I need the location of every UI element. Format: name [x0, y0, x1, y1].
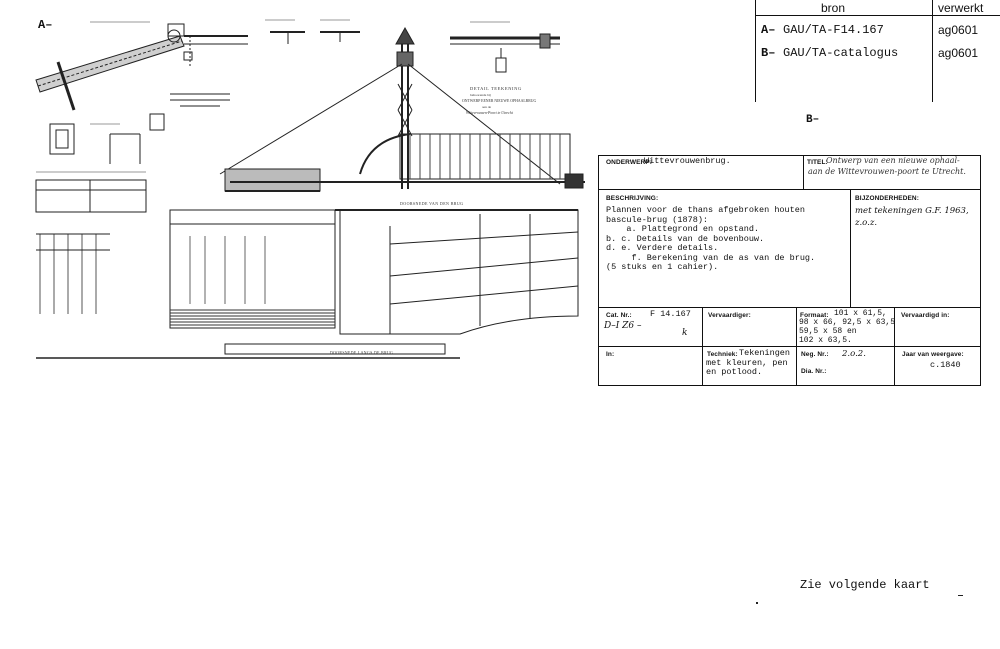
catnr-value: F 14.167	[650, 309, 691, 319]
titel-value-line-1: Ontwerp van een nieuwe ophaal-	[826, 156, 960, 165]
jaar-label: Jaar van weergave:	[902, 351, 964, 358]
source-header-verwerkt: verwerkt	[938, 1, 984, 15]
vervaardigd-label: Vervaardigd in:	[901, 312, 950, 319]
beschrijving-line-3: a. Plattegrond en opstand.	[606, 224, 760, 234]
source-row-b-letter: B–	[761, 46, 776, 60]
speck-mark	[756, 602, 758, 604]
catnr-label: Cat. Nr.:	[606, 312, 632, 319]
footer-note: Zie volgende kaart	[800, 578, 930, 592]
dash-mark	[958, 595, 963, 596]
source-header-bron: bron	[821, 1, 846, 15]
bijzonderheden-label: BIJZONDERHEDEN:	[855, 195, 919, 202]
source-row-a-letter: A–	[761, 23, 776, 37]
formaat-line-4: 102 x 63,5.	[799, 336, 852, 345]
source-row-a-bron: GAU/TA-F14.167	[783, 23, 884, 37]
catalog-card	[598, 155, 981, 385]
beschrijving-line-7: (5 stuks en 1 cahier).	[606, 262, 719, 272]
formaat-line-1: 101 x 61,5,	[834, 309, 887, 318]
section-title-2: DOORSNEDE LANGS DE BRUG	[330, 351, 394, 355]
beschrijving-line-5: d. e. Verdere details.	[606, 243, 719, 253]
techniek-line-2: met kleuren, pen	[706, 357, 788, 368]
beschrijving-line-1: Plannen voor de thans afgebroken houten	[606, 205, 805, 215]
card-label-b: B–	[806, 114, 820, 126]
bijzonderheden-line-1: met tekeningen G.F. 1963,	[855, 206, 969, 216]
beschrijving-line-6: f. Berekening van de as van de brug.	[606, 252, 816, 263]
beschrijving-line-4: b. c. Details van de bovenbouw.	[606, 233, 765, 244]
drawing-label-a: A–	[38, 18, 53, 32]
negnr-value: 2.o.2.	[842, 349, 866, 359]
formaat-label: Formaat:	[800, 312, 829, 319]
detail-title-2: behoorende bij	[470, 93, 491, 97]
detail-title-1: DETAIL TEEKENING	[470, 86, 522, 91]
bridge-technical-drawing	[30, 14, 585, 364]
techniek-line-1: Tekeningen	[739, 348, 791, 358]
onderwerp-value: Wittevrouwenbrug.	[644, 156, 731, 166]
source-row-b-bron: GAU/TA-catalogus	[783, 46, 899, 60]
formaat-line-2: 98 x 66, 92,5 x 63,5	[799, 318, 896, 327]
beschrijving-line-2: bascule-brug (1878):	[606, 214, 709, 225]
source-row-a-verwerkt: ag0601	[938, 23, 979, 37]
beschrijving-label: BESCHRIJVING:	[606, 195, 659, 202]
source-row-b-verwerkt: ag0601	[938, 46, 979, 60]
dianr-label: Dia. Nr.:	[801, 368, 827, 375]
detail-title-3: ONTWERP EENER NIEUWE OPHAALBRUG	[462, 99, 537, 103]
techniek-line-3: en potlood.	[706, 367, 763, 377]
techniek-label: Techniek:	[707, 351, 738, 358]
source-table	[755, 0, 1000, 102]
detail-title-5: Wittevrouwen-Poort te Utrecht	[466, 111, 513, 115]
detail-title-4: aan de	[482, 105, 492, 109]
negnr-label: Neg. Nr.:	[801, 351, 829, 358]
catnr-mark: k	[682, 328, 688, 338]
jaar-value: c.1840	[930, 360, 961, 370]
bijzonderheden-line-2: z.o.z.	[855, 218, 878, 228]
vervaardiger-label: Vervaardiger:	[708, 312, 751, 319]
titel-value-line-2: aan de Wittevrouwen-poort te Utrecht.	[808, 167, 966, 176]
section-title: DOORSNEDE VAN DEN BRUG	[400, 201, 464, 206]
formaat-line-3: 59,5 x 58 en	[799, 327, 857, 336]
onderwerp-label: ONDERWERP:	[606, 159, 653, 166]
titel-label: TITEL:	[807, 159, 828, 166]
catnr-handwritten: D–I Z6 –	[604, 321, 642, 331]
in-label: In:	[606, 351, 615, 358]
